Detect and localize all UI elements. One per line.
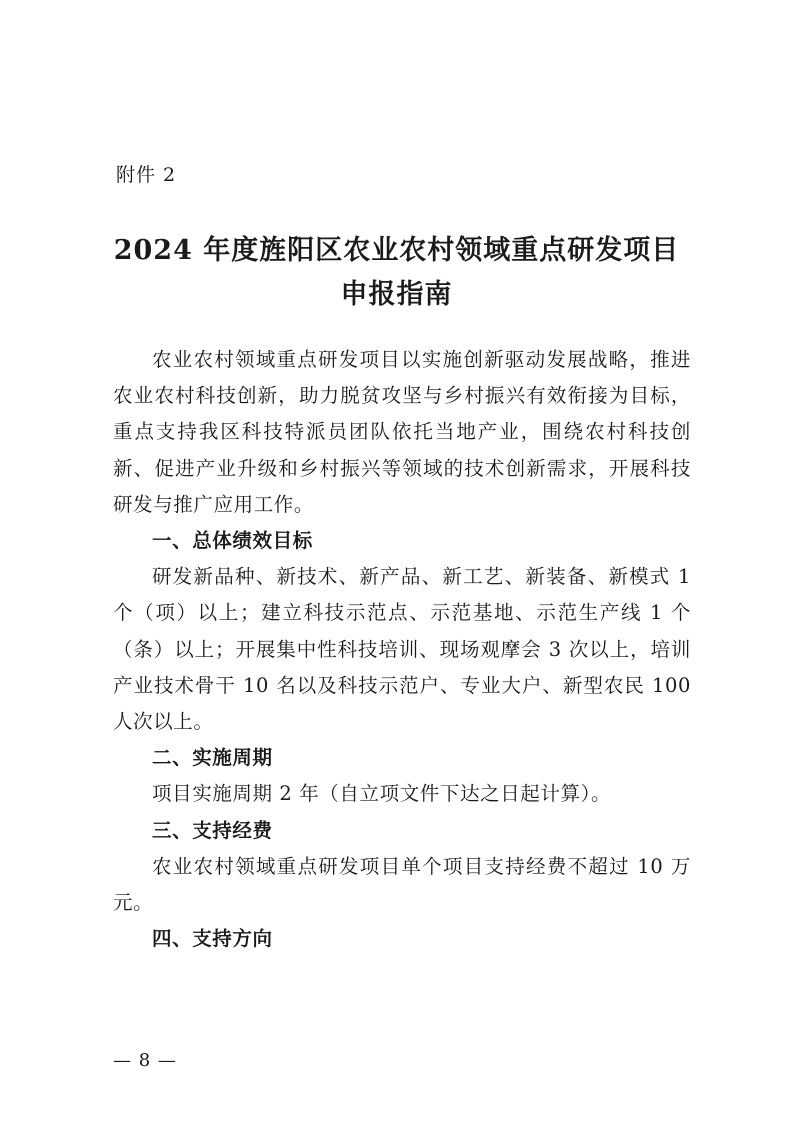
section-heading-implementation-period: 二、实施周期 (152, 746, 273, 770)
section-heading-support-directions: 四、支持方向 (152, 927, 273, 951)
page-number: — 8 — (113, 1050, 177, 1071)
intro-paragraph: 农业农村领域重点研发项目以实施创新驱动发展战略，推进农业农村科技创新，助力脱贫攻坚与乡村振兴有效衔接为目标，重点支持我区科技特派员团队依托当地产业，围绕农村科技创新、促进产业升级和乡村振兴等领域的技术创新需求，开展科技研发与推广应用工作。 (113, 348, 691, 516)
document-title-line-1: 2024 年度旌阳区农业农村领域重点研发项目 (113, 235, 680, 266)
document-title-line-2: 申报指南 (340, 279, 453, 310)
section-heading-funding: 三、支持经费 (152, 818, 273, 842)
section-heading-performance-goals: 一、总体绩效目标 (152, 529, 313, 553)
section-text-funding: 农业农村领域重点研发项目单个项目支持经费不超过 10 万元。 (113, 854, 691, 915)
document-body (113, 342, 691, 957)
section-text-performance-goals: 研发新品种、新技术、新产品、新工艺、新装备、新模式 1 个（项）以上；建立科技示范点、示范基地、示范生产线 1 个（条）以上；开展集中性科技培训、现场观摩会 3 次以上，培训产业技术骨干 10 名以及科技示范户、专业大户、新型农民 100 人次以上。 (113, 565, 691, 734)
section-text-implementation-period: 项目实施周期 2 年（自立项文件下达之日起计算）。 (152, 782, 612, 806)
attachment-label: 附件 2 (116, 164, 177, 186)
